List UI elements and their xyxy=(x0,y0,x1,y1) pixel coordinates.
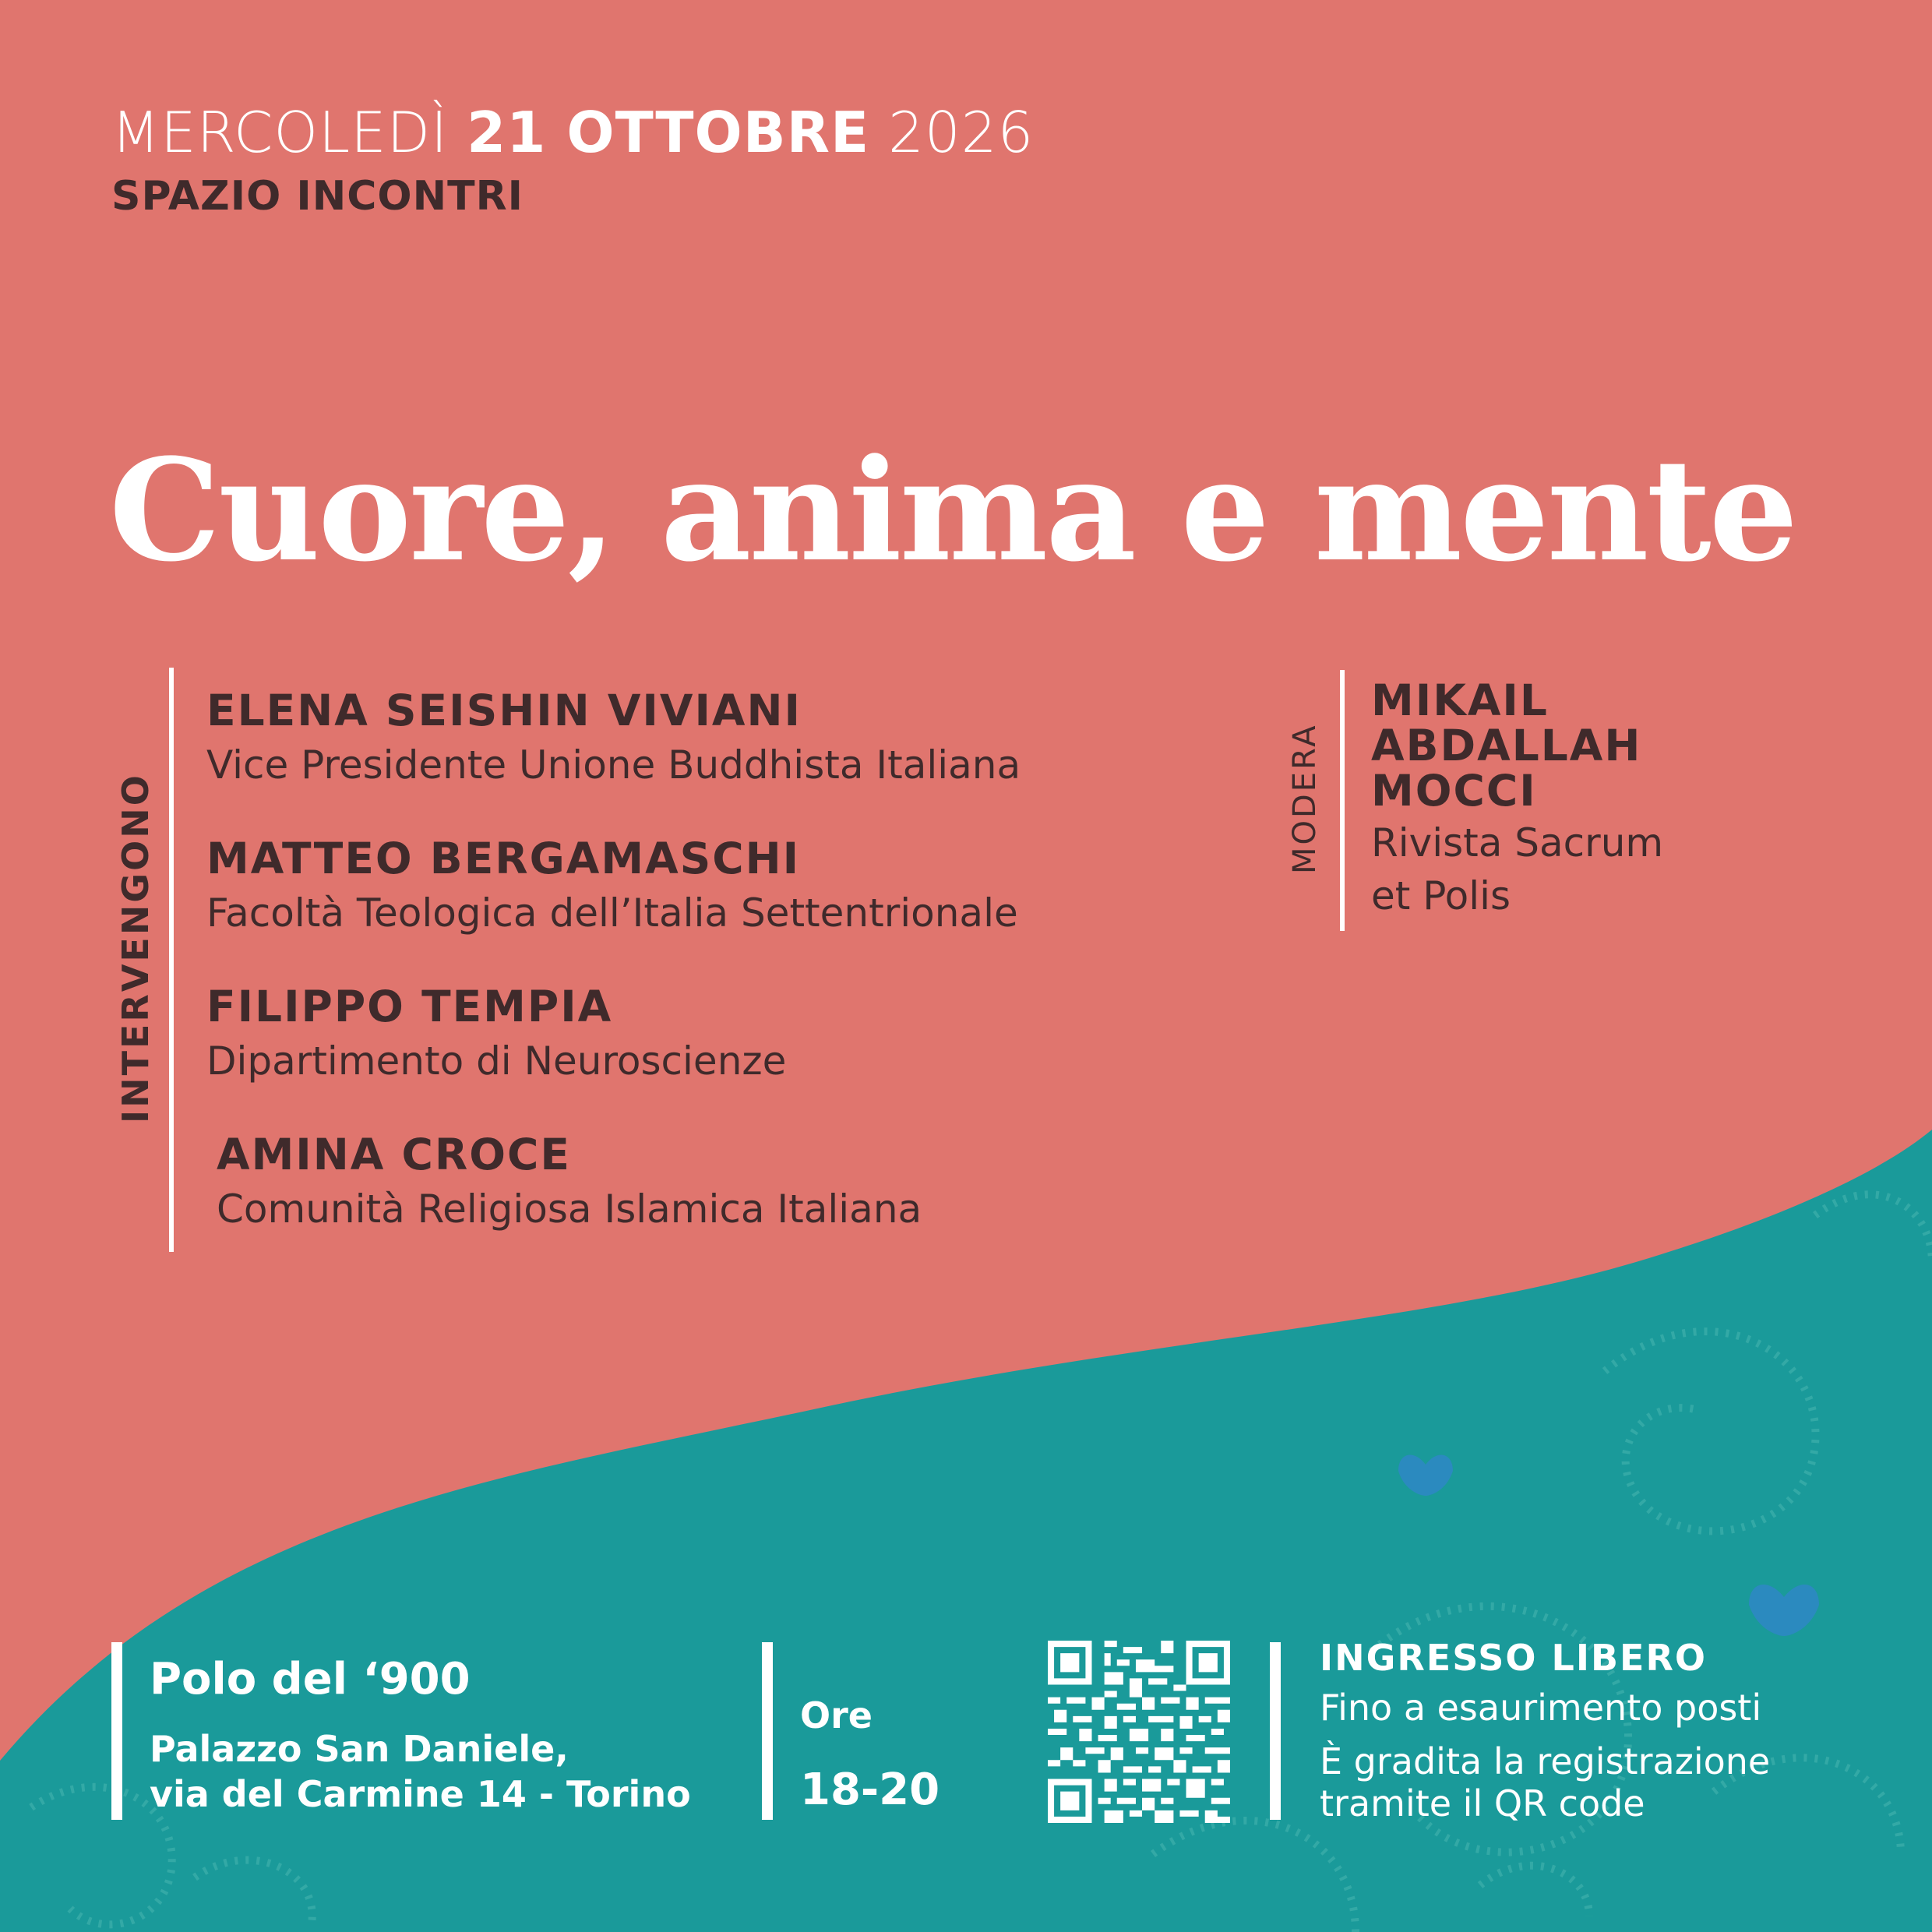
time-divider xyxy=(762,1642,773,1820)
speaker-role: Vice Presidente Unione Buddhista Italiana xyxy=(206,742,1021,788)
event-date xyxy=(111,100,1034,165)
speakers-divider xyxy=(169,668,174,1252)
moderator-role-line: et Polis xyxy=(1371,873,1511,918)
moderator-role-line: Rivista Sacrum xyxy=(1371,820,1664,866)
speaker-name: MATTEO BERGAMASCHI xyxy=(206,834,801,883)
place-address-line: Palazzo San Daniele, xyxy=(150,1728,569,1770)
event-year: 2026 xyxy=(888,100,1035,165)
entry-note-line: È gradita la registrazione xyxy=(1320,1740,1771,1782)
event-weekday: MERCOLEDÌ xyxy=(111,100,449,165)
speaker-name: ELENA SEISHIN VIVIANI xyxy=(206,686,802,735)
moderator-name-line: ABDALLAH xyxy=(1371,721,1642,770)
moderator-block xyxy=(1371,675,1664,922)
speaker-role: Comunità Religiosa Islamica Italiana xyxy=(217,1186,922,1232)
moderator-name-line: MIKAIL xyxy=(1371,675,1549,725)
speaker-role: Dipartimento di Neuroscienze xyxy=(206,1038,787,1084)
moderator-divider xyxy=(1340,670,1345,931)
event-title: Cuore, anima e mente xyxy=(109,428,1796,593)
event-date-day: 21 OTTOBRE xyxy=(467,100,870,165)
speakers-label: INTERVENGONO xyxy=(115,773,157,1123)
speaker-role: Facoltà Teologica dell’Italia Settentrionale xyxy=(206,890,1018,936)
qr-code-icon[interactable] xyxy=(1048,1641,1230,1823)
entry-note-line: tramite il QR code xyxy=(1320,1782,1645,1824)
entry-subtitle: Fino a esaurimento posti xyxy=(1320,1687,1762,1729)
moderator-label: MODERA xyxy=(1287,723,1323,874)
speaker-name: FILIPPO TEMPIA xyxy=(206,982,613,1031)
entry-title: INGRESSO LIBERO xyxy=(1320,1637,1707,1679)
moderator-name-line: MOCCI xyxy=(1371,766,1537,816)
time-label: Ore xyxy=(800,1694,873,1736)
entry-divider xyxy=(1270,1642,1281,1820)
time-value: 18-20 xyxy=(800,1765,940,1815)
place-title: Polo del ‘900 xyxy=(150,1654,471,1705)
speaker-name: AMINA CROCE xyxy=(217,1130,571,1179)
event-room: SPAZIO INCONTRI xyxy=(111,173,524,220)
place-divider xyxy=(111,1642,122,1820)
place-address-line: via del Carmine 14 - Torino xyxy=(150,1773,691,1815)
